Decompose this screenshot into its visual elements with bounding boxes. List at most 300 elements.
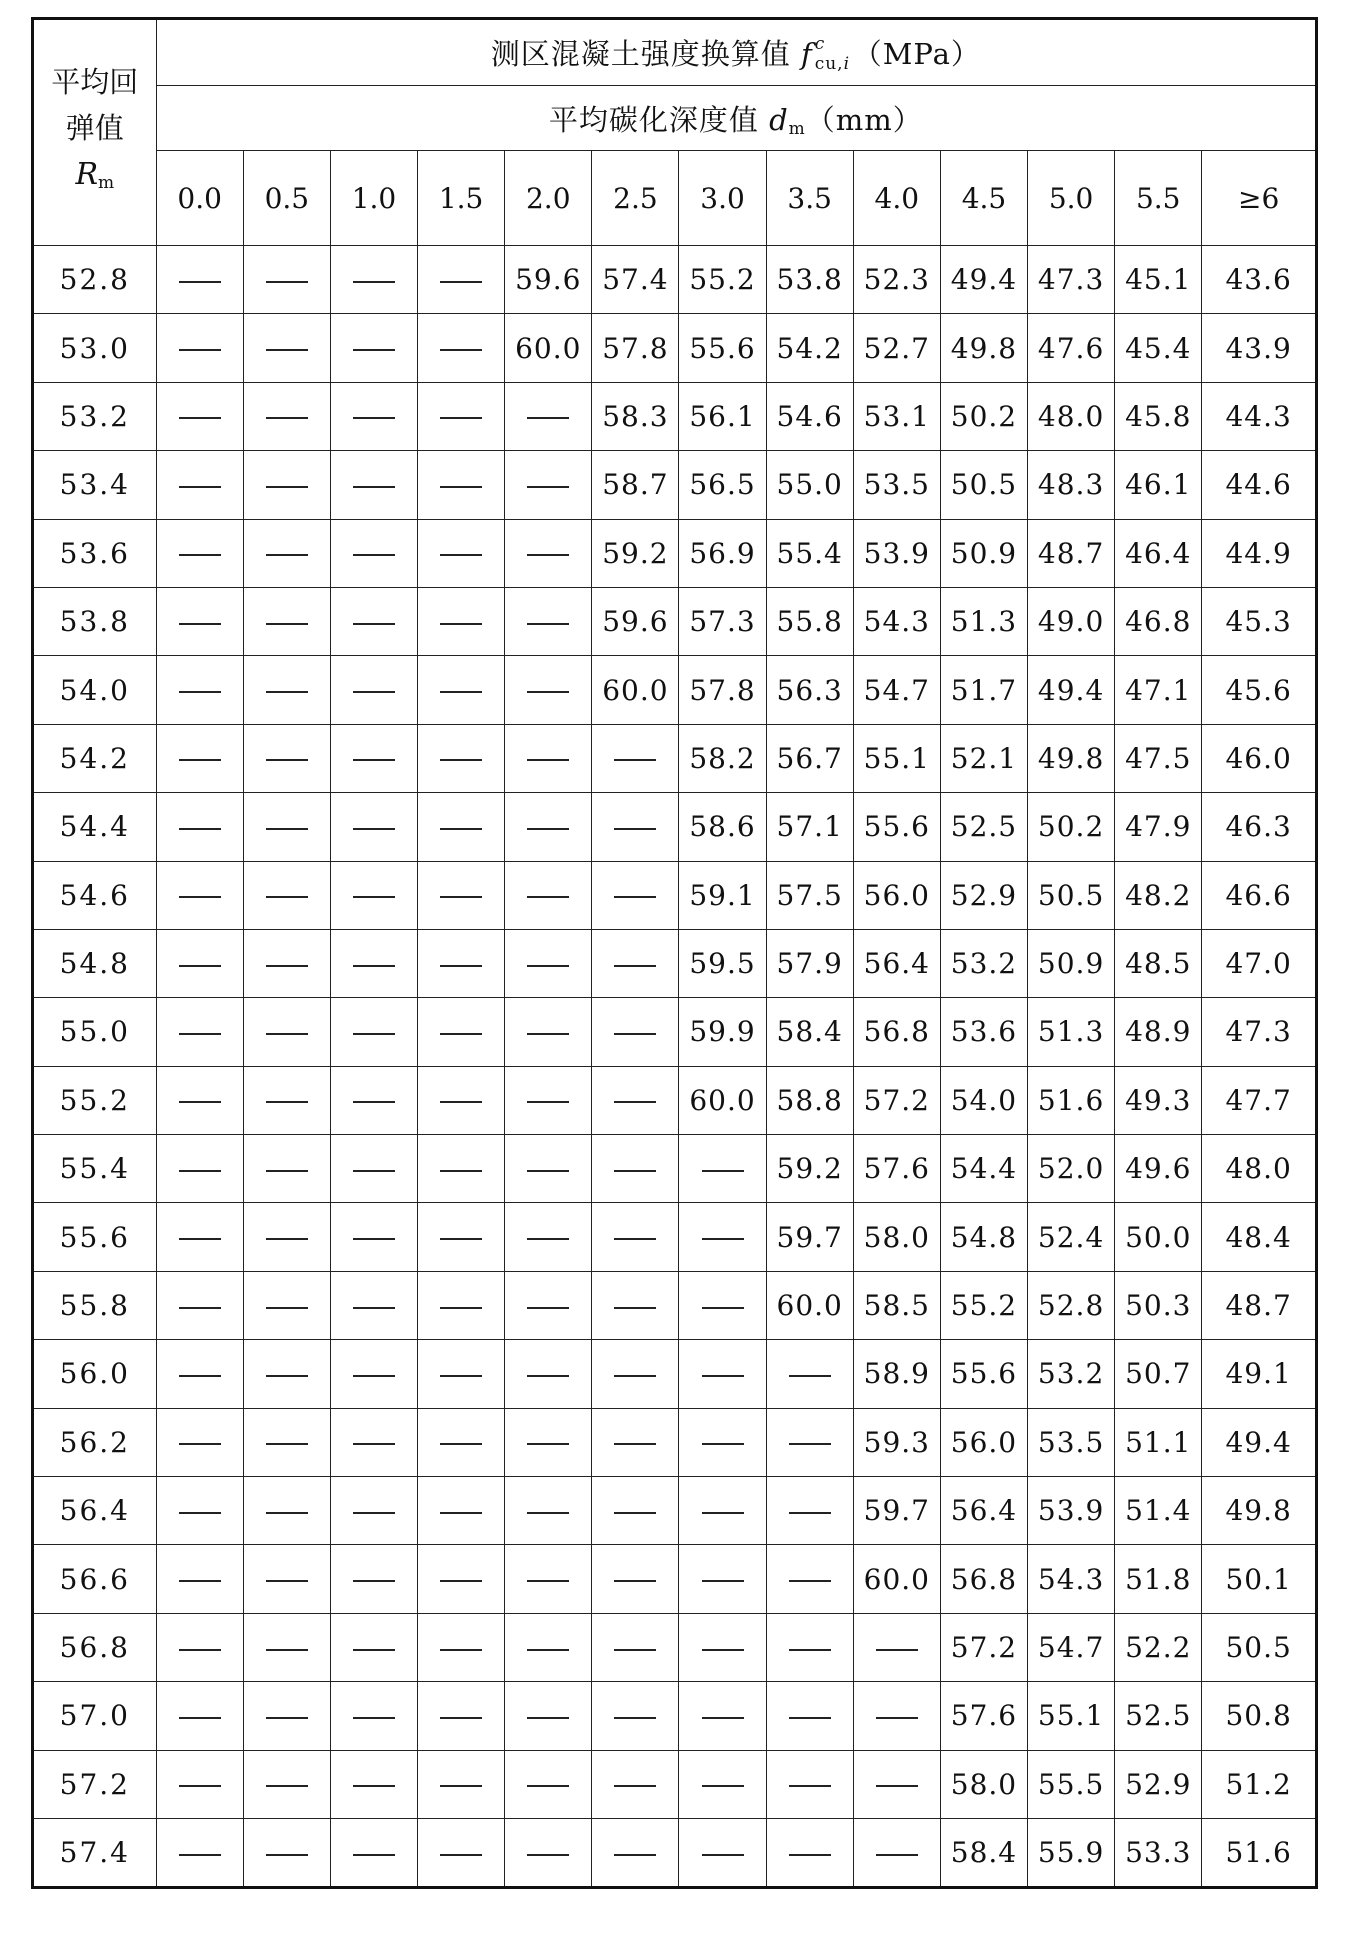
dash-mark [266,554,308,556]
dash-mark [702,1785,744,1787]
strength-value-cell: 49.4 [940,246,1027,314]
dash-mark [440,1580,482,1582]
table-row [33,861,1317,929]
rebound-value-cell: 57.2 [33,1750,157,1818]
strength-value-cell: 52.2 [1115,1613,1202,1681]
strength-value-cell: 56.0 [940,1408,1027,1476]
strength-value-cell: 46.8 [1115,587,1202,655]
strength-conversion-table [31,17,1318,1889]
strength-value-cell: 54.3 [1028,1545,1115,1613]
empty-value-cell [243,1340,330,1408]
dash-mark [527,965,569,967]
empty-value-cell [853,1613,940,1681]
strength-value-cell: 46.0 [1202,724,1317,792]
rebound-value-cell: 55.6 [33,1203,157,1271]
empty-value-cell [679,1545,766,1613]
dash-mark [789,1854,831,1856]
empty-value-cell [156,1340,243,1408]
rebound-value-cell: 56.8 [33,1613,157,1681]
dash-mark [702,1580,744,1582]
strength-value-cell: 51.2 [1202,1750,1317,1818]
strength-value-cell: 54.6 [766,382,853,450]
dash-mark [789,1717,831,1719]
strength-value-cell: 55.5 [1028,1750,1115,1818]
strength-value-cell: 48.0 [1202,1135,1317,1203]
rebound-value-cell: 56.0 [33,1340,157,1408]
empty-value-cell [243,587,330,655]
dash-mark [702,1170,744,1172]
dash-mark [353,1854,395,1856]
dash-mark [702,1238,744,1240]
strength-value-cell: 46.4 [1115,519,1202,587]
dash-mark [179,554,221,556]
empty-value-cell [592,1682,679,1750]
empty-value-cell [243,382,330,450]
carbonation-symbol-sub: m [788,118,806,139]
dash-mark [527,1033,569,1035]
strength-value-cell: 57.2 [940,1613,1027,1681]
empty-value-cell [679,1613,766,1681]
dash-mark [266,759,308,761]
empty-value-cell [330,451,417,519]
table-row [33,246,1317,314]
empty-value-cell [592,1477,679,1545]
empty-value-cell [330,929,417,997]
dash-mark [266,417,308,419]
strength-value-cell: 52.0 [1028,1135,1115,1203]
strength-title-text: 测区混凝土强度换算值 [490,37,791,71]
strength-value-cell: 47.5 [1115,724,1202,792]
empty-value-cell [679,1750,766,1818]
empty-value-cell [156,1682,243,1750]
strength-value-cell: 52.5 [940,793,1027,861]
empty-value-cell [243,246,330,314]
empty-value-cell [418,1750,505,1818]
dash-mark [614,828,656,830]
strength-value-cell: 53.5 [853,451,940,519]
empty-value-cell [418,314,505,382]
dash-mark [179,1170,221,1172]
strength-value-cell: 56.1 [679,382,766,450]
empty-value-cell [592,998,679,1066]
dash-mark [440,691,482,693]
empty-value-cell [330,1613,417,1681]
strength-value-cell: 59.7 [766,1203,853,1271]
rebound-value-cell: 53.4 [33,451,157,519]
strength-value-cell: 50.3 [1115,1271,1202,1339]
strength-value-cell: 57.8 [592,314,679,382]
dash-mark [614,1717,656,1719]
dash-mark [614,1307,656,1309]
column-header: 2.0 [505,151,592,246]
empty-value-cell [330,793,417,861]
table-row [33,793,1317,861]
dash-mark [353,623,395,625]
empty-value-cell [330,1066,417,1134]
strength-value-cell: 53.9 [1028,1477,1115,1545]
empty-value-cell [243,656,330,724]
dash-mark [266,1785,308,1787]
dash-mark [440,965,482,967]
dash-mark [440,1443,482,1445]
strength-value-cell: 47.6 [1028,314,1115,382]
strength-value-cell: 47.0 [1202,929,1317,997]
dash-mark [353,554,395,556]
dash-mark [179,1443,221,1445]
strength-sub-italic: i [843,54,850,74]
dash-mark [527,1512,569,1514]
rebound-value-cell: 56.2 [33,1408,157,1476]
strength-value-cell: 56.9 [679,519,766,587]
dash-mark [702,1854,744,1856]
rebound-value-cell: 52.8 [33,246,157,314]
strength-value-cell: 50.7 [1115,1340,1202,1408]
table-row [33,1750,1317,1818]
empty-value-cell [592,793,679,861]
strength-value-cell: 44.3 [1202,382,1317,450]
dash-mark [266,486,308,488]
strength-value-cell: 45.4 [1115,314,1202,382]
empty-value-cell [505,1682,592,1750]
dash-mark [440,623,482,625]
strength-value-cell: 50.8 [1202,1682,1317,1750]
strength-value-cell: 49.8 [1202,1477,1317,1545]
dash-mark [353,1238,395,1240]
empty-value-cell [330,998,417,1066]
strength-value-cell: 52.7 [853,314,940,382]
empty-value-cell [418,519,505,587]
dash-mark [527,1580,569,1582]
dash-mark [789,1512,831,1514]
dash-mark [353,1375,395,1377]
dash-mark [266,1512,308,1514]
empty-value-cell [853,1682,940,1750]
empty-value-cell [505,1135,592,1203]
dash-mark [266,896,308,898]
table-row [33,1203,1317,1271]
strength-value-cell: 52.3 [853,246,940,314]
empty-value-cell [505,1408,592,1476]
dash-mark [179,1033,221,1035]
strength-value-cell: 59.7 [853,1477,940,1545]
strength-value-cell: 56.0 [853,861,940,929]
dash-mark [266,1443,308,1445]
rebound-value-cell: 54.8 [33,929,157,997]
empty-value-cell [505,724,592,792]
dash-mark [440,554,482,556]
empty-value-cell [592,1750,679,1818]
strength-symbol-sub [815,54,850,74]
empty-value-cell [243,793,330,861]
empty-value-cell [243,1682,330,1750]
strength-value-cell: 58.0 [853,1203,940,1271]
strength-value-cell: 53.2 [940,929,1027,997]
empty-value-cell [505,1066,592,1134]
empty-value-cell [330,314,417,382]
empty-value-cell [156,1545,243,1613]
dash-mark [179,965,221,967]
strength-value-cell: 59.5 [679,929,766,997]
strength-value-cell: 55.1 [853,724,940,792]
dash-mark [353,1580,395,1582]
rebound-symbol: R [75,157,99,192]
empty-value-cell [156,1271,243,1339]
empty-value-cell [418,1271,505,1339]
dash-mark [440,486,482,488]
carbonation-title-text: 平均碳化深度值 [548,102,759,137]
dash-mark [179,417,221,419]
rebound-symbol-sub: m [98,173,115,193]
empty-value-cell [330,1408,417,1476]
dash-mark [440,1101,482,1103]
empty-value-cell [243,1203,330,1271]
empty-value-cell [418,724,505,792]
dash-mark [440,417,482,419]
empty-value-cell [679,1271,766,1339]
strength-value-cell: 57.6 [940,1682,1027,1750]
empty-value-cell [330,1203,417,1271]
dash-mark [440,1307,482,1309]
strength-value-cell: 57.2 [853,1066,940,1134]
empty-value-cell [505,519,592,587]
dash-mark [527,1375,569,1377]
strength-value-cell: 59.9 [679,998,766,1066]
empty-value-cell [766,1818,853,1887]
empty-value-cell [330,861,417,929]
empty-value-cell [592,1613,679,1681]
strength-symbol: f [800,37,813,71]
rebound-value-cell: 56.4 [33,1477,157,1545]
strength-value-cell: 48.7 [1202,1271,1317,1339]
strength-value-cell: 50.9 [1028,929,1115,997]
empty-value-cell [330,1750,417,1818]
dash-mark [614,1785,656,1787]
dash-mark [527,1101,569,1103]
column-header: 1.5 [418,151,505,246]
dash-mark [179,828,221,830]
table-row [33,451,1317,519]
empty-value-cell [418,793,505,861]
empty-value-cell [505,656,592,724]
dash-mark [527,691,569,693]
empty-value-cell [330,1477,417,1545]
dash-mark [266,828,308,830]
empty-value-cell [766,1750,853,1818]
dash-mark [527,896,569,898]
subtitle-row [33,86,1317,151]
column-header: 0.0 [156,151,243,246]
empty-value-cell [330,246,417,314]
empty-value-cell [243,1135,330,1203]
empty-value-cell [330,1545,417,1613]
dash-mark [614,1033,656,1035]
strength-value-cell: 52.4 [1028,1203,1115,1271]
dash-mark [789,1375,831,1377]
empty-value-cell [330,656,417,724]
empty-value-cell [592,724,679,792]
strength-value-cell: 56.8 [940,1545,1027,1613]
empty-value-cell [592,929,679,997]
strength-value-cell: 57.6 [853,1135,940,1203]
dash-mark [527,828,569,830]
table-row [33,656,1317,724]
dash-mark [876,1717,918,1719]
dash-mark [440,281,482,283]
strength-value-cell: 47.9 [1115,793,1202,861]
empty-value-cell [156,1818,243,1887]
table-row [33,1066,1317,1134]
strength-value-cell: 58.5 [853,1271,940,1339]
carbonation-unit: （mm） [805,102,923,137]
strength-value-cell: 45.8 [1115,382,1202,450]
strength-value-cell: 55.8 [766,587,853,655]
strength-value-cell: 50.1 [1202,1545,1317,1613]
rebound-value-cell: 55.2 [33,1066,157,1134]
rebound-value-cell: 55.8 [33,1271,157,1339]
strength-value-cell: 58.8 [766,1066,853,1134]
dash-mark [789,1785,831,1787]
strength-value-cell: 49.1 [1202,1340,1317,1408]
strength-value-cell: 43.6 [1202,246,1317,314]
dash-mark [179,1854,221,1856]
column-header: 2.5 [592,151,679,246]
empty-value-cell [766,1340,853,1408]
empty-value-cell [505,1340,592,1408]
dash-mark [702,1375,744,1377]
dash-mark [440,1375,482,1377]
dash-mark [789,1580,831,1582]
dash-mark [266,623,308,625]
strength-value-cell: 60.0 [766,1271,853,1339]
strength-value-cell: 55.6 [679,314,766,382]
table-row [33,587,1317,655]
dash-mark [353,1512,395,1514]
empty-value-cell [766,1613,853,1681]
strength-value-cell: 50.9 [940,519,1027,587]
empty-value-cell [156,1135,243,1203]
dash-mark [440,1512,482,1514]
empty-value-cell [156,1477,243,1545]
empty-value-cell [243,998,330,1066]
empty-value-cell [243,1545,330,1613]
strength-value-cell: 44.6 [1202,451,1317,519]
dash-mark [702,1717,744,1719]
strength-value-cell: 57.1 [766,793,853,861]
dash-mark [179,1717,221,1719]
strength-value-cell: 58.2 [679,724,766,792]
empty-value-cell [330,1271,417,1339]
dash-mark [266,1238,308,1240]
dash-mark [440,1649,482,1651]
strength-value-cell: 57.8 [679,656,766,724]
strength-value-cell: 54.2 [766,314,853,382]
strength-value-cell: 50.5 [940,451,1027,519]
empty-value-cell [592,1408,679,1476]
empty-value-cell [766,1408,853,1476]
empty-value-cell [243,1477,330,1545]
dash-mark [179,623,221,625]
empty-value-cell [418,1613,505,1681]
dash-mark [614,1375,656,1377]
empty-value-cell [243,861,330,929]
strength-value-cell: 56.3 [766,656,853,724]
dash-mark [353,1443,395,1445]
strength-value-cell: 57.3 [679,587,766,655]
dash-mark [353,759,395,761]
rebound-value-cell: 55.0 [33,998,157,1066]
strength-value-cell: 50.5 [1202,1613,1317,1681]
dash-mark [353,486,395,488]
strength-value-cell: 58.9 [853,1340,940,1408]
strength-value-cell: 54.4 [940,1135,1027,1203]
column-header: 3.0 [679,151,766,246]
empty-value-cell [330,1818,417,1887]
dash-mark [614,1512,656,1514]
empty-value-cell [156,246,243,314]
empty-value-cell [156,519,243,587]
empty-value-cell [592,1135,679,1203]
strength-value-cell: 54.7 [853,656,940,724]
strength-value-cell: 54.8 [940,1203,1027,1271]
empty-value-cell [853,1750,940,1818]
rebound-value-cell: 57.0 [33,1682,157,1750]
dash-mark [353,1307,395,1309]
empty-value-cell [418,929,505,997]
dash-mark [179,1580,221,1582]
rebound-value-cell: 53.8 [33,587,157,655]
rebound-header-line2: 弹值 [65,111,124,145]
dash-mark [614,1580,656,1582]
empty-value-cell [592,1203,679,1271]
empty-value-cell [505,382,592,450]
table-row [33,1613,1317,1681]
empty-value-cell [243,1271,330,1339]
dash-mark [266,1307,308,1309]
strength-value-cell: 53.1 [853,382,940,450]
empty-value-cell [243,929,330,997]
dash-mark [440,1238,482,1240]
strength-value-cell: 59.6 [505,246,592,314]
dash-mark [440,1785,482,1787]
strength-value-cell: 56.5 [679,451,766,519]
empty-value-cell [679,1340,766,1408]
strength-value-cell: 50.2 [940,382,1027,450]
dash-mark [353,1649,395,1651]
empty-value-cell [330,587,417,655]
dash-mark [179,1307,221,1309]
strength-value-cell: 53.2 [1028,1340,1115,1408]
empty-value-cell [418,246,505,314]
table-row [33,1545,1317,1613]
empty-value-cell [156,587,243,655]
strength-value-cell: 53.5 [1028,1408,1115,1476]
dash-mark [876,1785,918,1787]
dash-mark [179,896,221,898]
empty-value-cell [766,1477,853,1545]
strength-value-cell: 49.0 [1028,587,1115,655]
empty-value-cell [418,587,505,655]
strength-value-cell: 48.0 [1028,382,1115,450]
strength-value-cell: 51.6 [1028,1066,1115,1134]
dash-mark [266,965,308,967]
empty-value-cell [156,1066,243,1134]
empty-value-cell [418,1340,505,1408]
dash-mark [266,1170,308,1172]
empty-value-cell [766,1682,853,1750]
empty-value-cell [853,1818,940,1887]
empty-value-cell [505,1818,592,1887]
empty-value-cell [592,1818,679,1887]
